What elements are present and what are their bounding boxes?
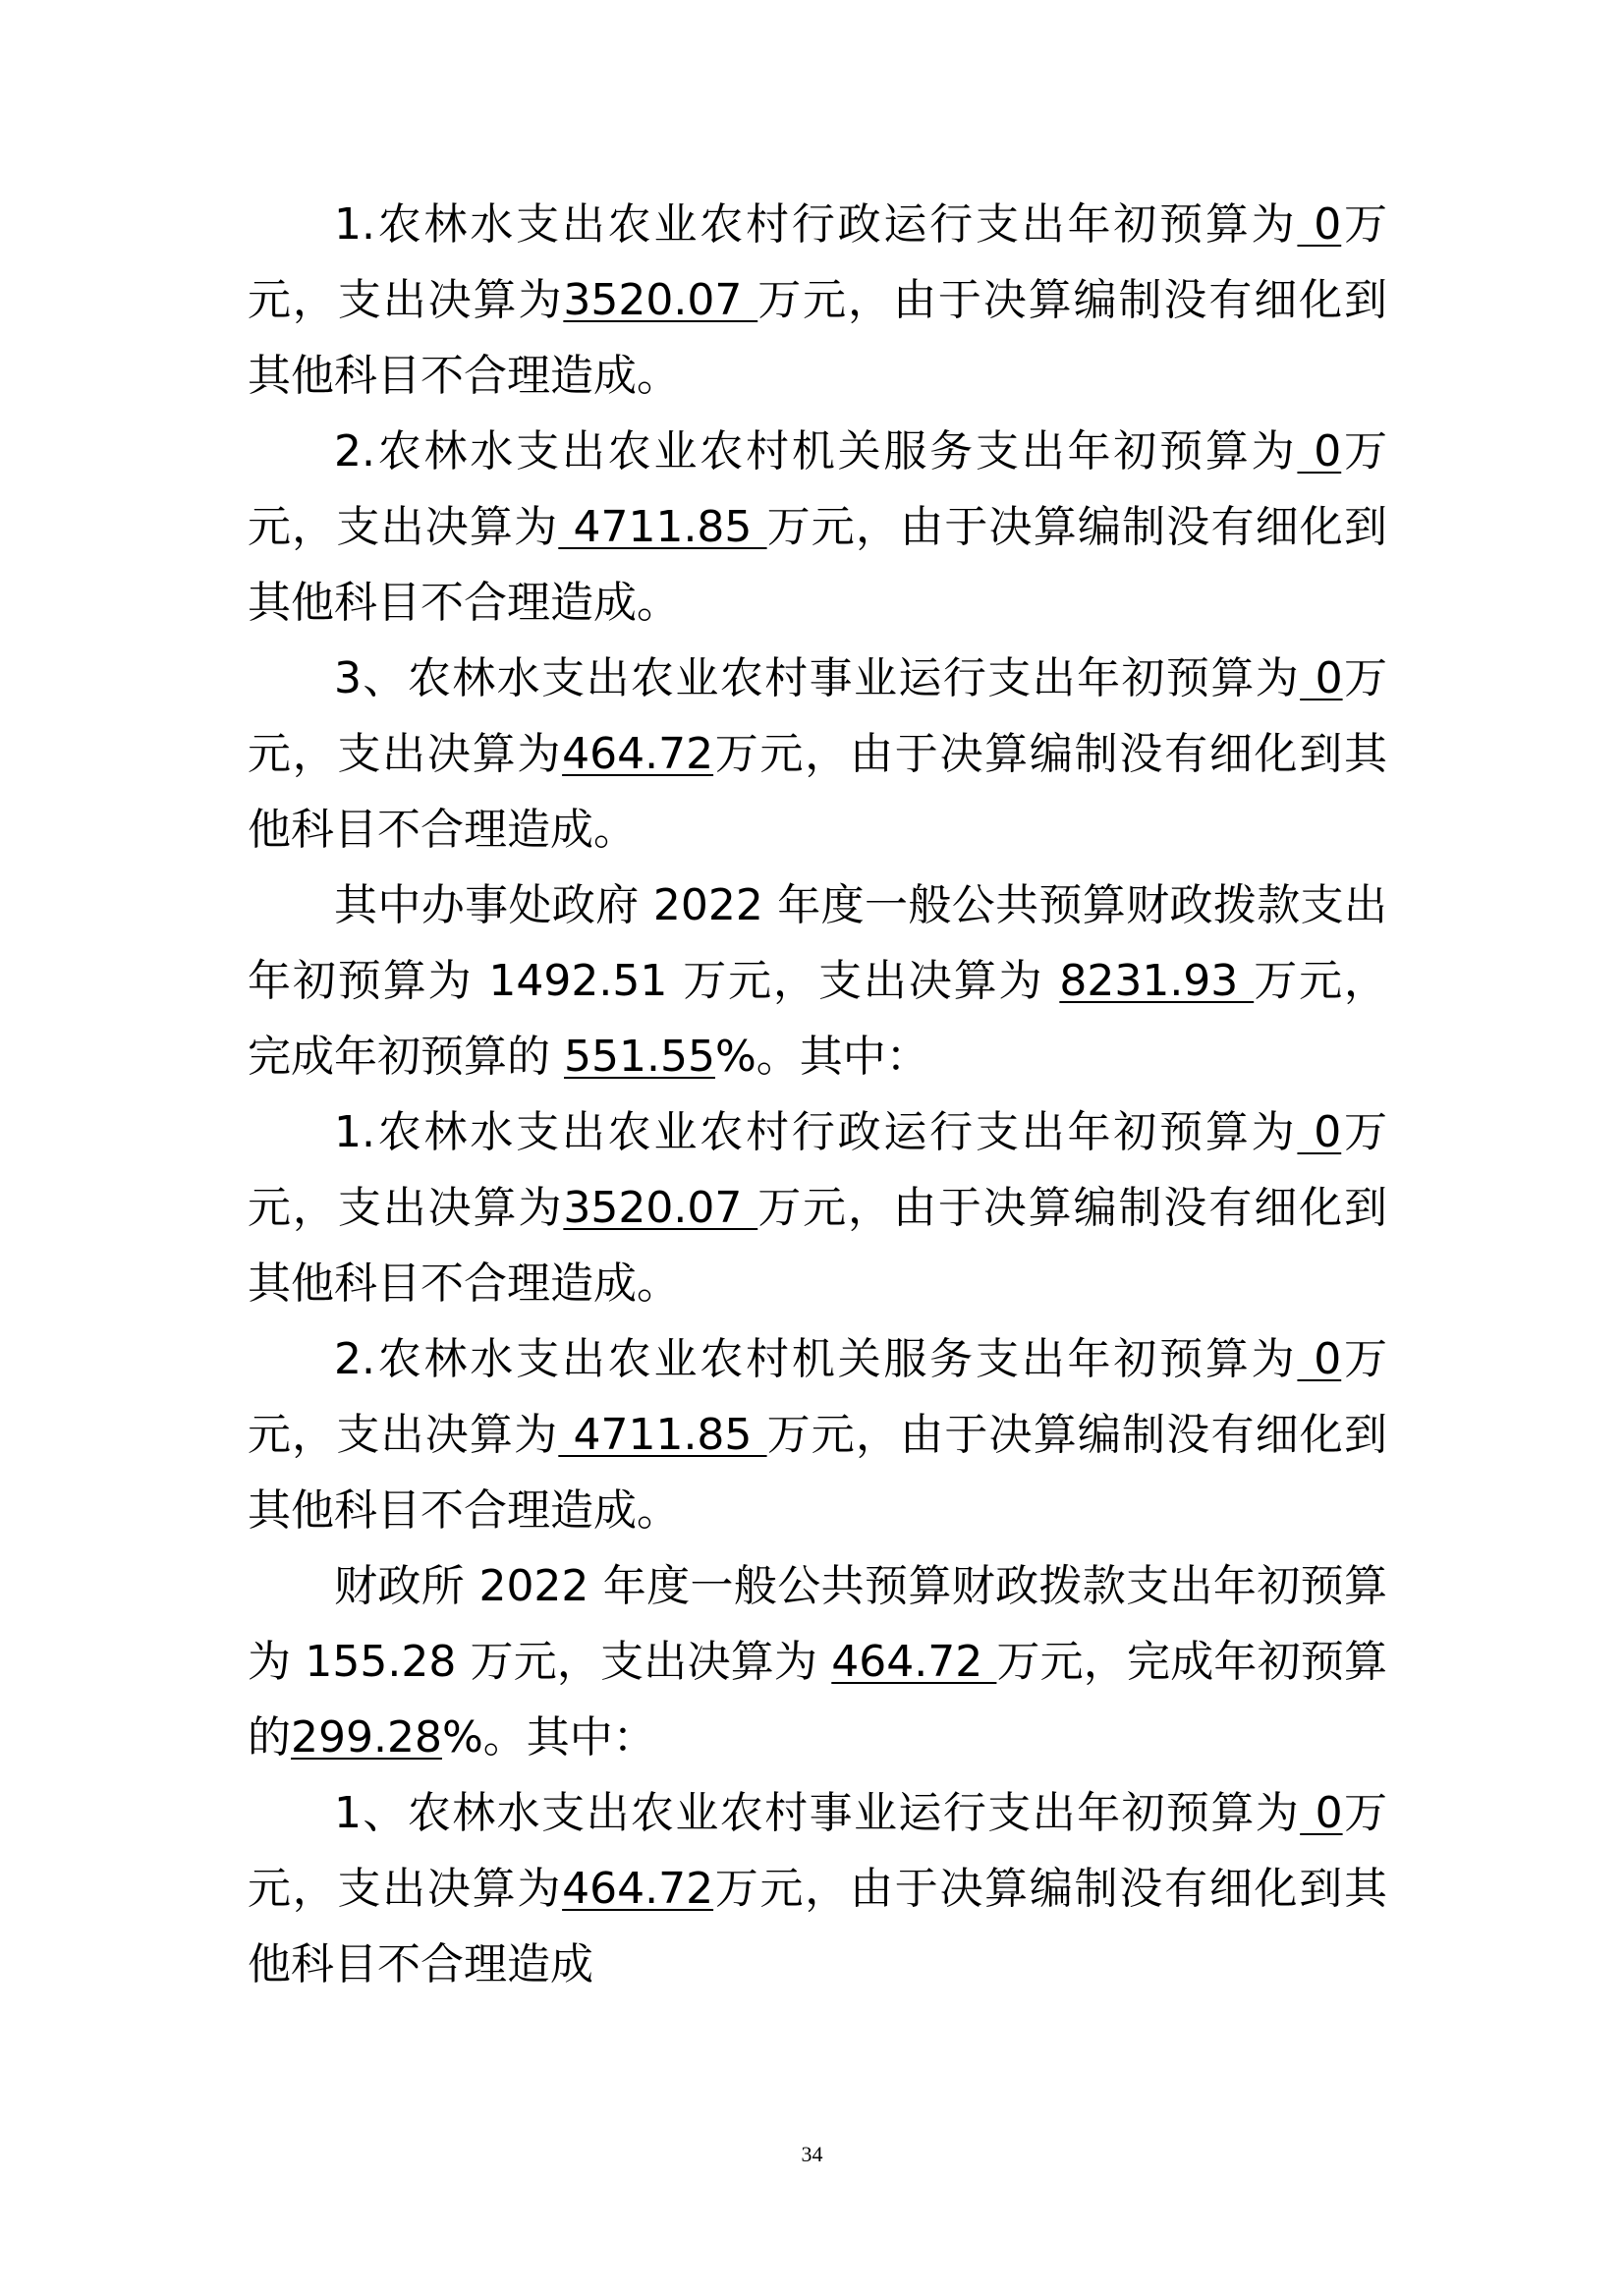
text-run: 万元，支出决算为	[248, 199, 1388, 325]
underlined-value: 464.72	[831, 1637, 997, 1687]
text-run: 万元，支出决算为	[248, 1788, 1388, 1914]
underlined-value: 3520.07	[563, 275, 758, 325]
underlined-value: 4711.85	[558, 502, 767, 552]
text-run: 万元，支出决算为	[248, 1107, 1388, 1233]
text-run: 万元，完成年初预算的	[248, 956, 1387, 1082]
paragraph-8	[248, 1775, 1387, 2002]
text-run: 万元，由于决算编制没有细化到其他科目不合理造成。	[248, 1410, 1387, 1536]
text-run: 1、农林水支出农业农村事业运行支出年初预算为	[334, 1788, 1301, 1838]
text-run: 其中办事处政府 2022 年度一般公共预算财政拨款支出年初预算为 1492.51 万元，支出决算为	[248, 880, 1387, 1006]
underlined-value: 551.55	[564, 1032, 715, 1082]
underlined-value: 0	[1297, 426, 1342, 476]
underlined-value: 464.72	[562, 1864, 714, 1914]
paragraph-2	[248, 414, 1387, 641]
paragraph-6	[248, 1321, 1387, 1548]
text-run: 万元，由于决算编制没有细化到其他科目不合理造成	[248, 1864, 1388, 1989]
text-run: 万元，由于决算编制没有细化到其他科目不合理造成。	[248, 275, 1388, 401]
text-run: %。其中：	[441, 1712, 656, 1763]
text-run: 万元，支出决算为	[248, 426, 1388, 552]
text-run: %。其中：	[714, 1032, 929, 1082]
underlined-value: 0	[1297, 1107, 1342, 1157]
text-run: 万元，支出决算为	[248, 653, 1388, 779]
text-run: 万元，由于决算编制没有细化到其他科目不合理造成。	[248, 1183, 1388, 1309]
underlined-value: 464.72	[562, 729, 714, 779]
underlined-value: 0	[1300, 1788, 1343, 1838]
underlined-value: 4711.85	[558, 1410, 767, 1460]
text-run: 万元，由于决算编制没有细化到其他科目不合理造成。	[248, 729, 1388, 855]
text-run: 万元，完成年初预算的	[248, 1637, 1387, 1763]
underlined-value: 0	[1300, 653, 1343, 703]
underlined-value: 0	[1297, 1334, 1342, 1384]
text-run: 万元，支出决算为	[248, 1334, 1388, 1460]
paragraph-3	[248, 641, 1387, 868]
text-run: 1.农林水支出农业农村行政运行支出年初预算为	[334, 199, 1298, 250]
text-run: 3、农林水支出农业农村事业运行支出年初预算为	[334, 653, 1301, 703]
underlined-value: 0	[1297, 199, 1342, 250]
underlined-value: 8231.93	[1059, 956, 1255, 1006]
underlined-value: 3520.07	[563, 1183, 758, 1233]
text-run: 2.农林水支出农业农村机关服务支出年初预算为	[334, 1334, 1298, 1384]
paragraph-4	[248, 868, 1387, 1094]
paragraph-1	[248, 187, 1387, 414]
text-run: 1.农林水支出农业农村行政运行支出年初预算为	[334, 1107, 1298, 1157]
underlined-value: 299.28	[291, 1712, 442, 1763]
page-number: 34	[801, 2142, 823, 2166]
text-run: 万元，由于决算编制没有细化到其他科目不合理造成。	[248, 502, 1387, 628]
paragraph-5	[248, 1094, 1387, 1321]
text-run: 2.农林水支出农业农村机关服务支出年初预算为	[334, 426, 1298, 476]
text-run: 财政所 2022 年度一般公共预算财政拨款支出年初预算为 155.28 万元，支出决算为	[248, 1561, 1387, 1687]
paragraph-7	[248, 1548, 1387, 1775]
